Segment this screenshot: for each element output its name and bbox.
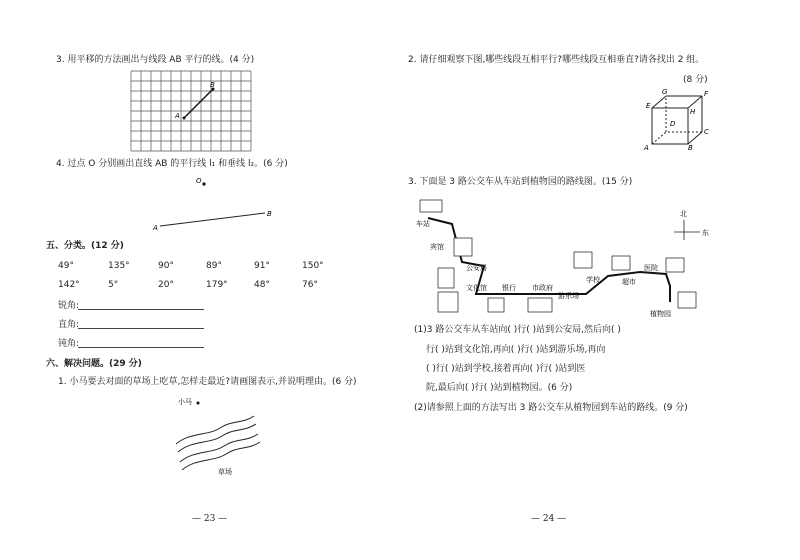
line-point-a-label: A (153, 224, 158, 232)
line-point-b-label: B (267, 210, 272, 218)
bank-building-icon (488, 298, 504, 312)
right-label: 直角: (58, 320, 80, 330)
school-building-icon (574, 252, 592, 268)
acute-answer-line[interactable] (78, 309, 204, 310)
acute-label: 锐角: (58, 301, 80, 311)
river-bank-4 (182, 442, 260, 470)
park-label: 游乐场 (558, 292, 579, 300)
horse-label: 小马 (178, 398, 192, 406)
row1-angle-1: 49° (58, 261, 74, 271)
page-number-23: — 23 — (192, 514, 228, 524)
hotel-label: 宾馆 (430, 243, 444, 251)
school-label: 学校 (586, 276, 600, 284)
compass-icon (674, 220, 700, 240)
point-a-label: A (175, 112, 180, 120)
bus-route-map (408, 192, 730, 318)
police-label: 公安局 (466, 264, 487, 272)
grass-label: 草场 (218, 468, 232, 476)
line-ab-figure (150, 174, 280, 234)
segment-ab (184, 89, 213, 118)
cube-vertex-e: E (646, 102, 651, 110)
cube-vertex-d: D (670, 120, 676, 128)
station-building-icon (420, 200, 442, 212)
market-label: 超市 (622, 278, 636, 286)
sub-question-2-text: (2)请参照上面的方法写出 3 路公交车从植物园到车站的路线。(9 分) (414, 403, 688, 413)
cube-vertex-b: B (688, 144, 693, 150)
bank-label: 银行 (502, 284, 516, 292)
police-building-icon (438, 268, 454, 288)
sub-question-1-line-4: 院,最后向( )行( )站到植物园。(6 分) (426, 383, 573, 393)
gov-label: 市政府 (532, 284, 553, 292)
row1-angle-5: 91° (254, 261, 270, 271)
question-3-text: 3. 用平移的方法画出与线段 AB 平行的线。(4 分) (56, 55, 255, 65)
cube-vertex-a: A (644, 144, 649, 150)
section-5-heading: 五、分类。(12 分) (46, 241, 124, 251)
question-3-text-right: 3. 下面是 3 路公交车从车站到植物园的路线图。(15 分) (408, 177, 633, 187)
hospital-label: 医院 (644, 264, 658, 272)
botanical-label: 植物园 (650, 310, 671, 318)
hospital-building-icon (666, 258, 684, 272)
cube-figure (640, 88, 714, 150)
row1-angle-4: 89° (206, 261, 222, 271)
question-2-text: 2. 请仔细观察下图,哪些线段互相平行?哪些线段互相垂直?请各找出 2 组。 (408, 55, 705, 65)
gov-building-icon (528, 298, 552, 312)
market-building-icon (612, 256, 630, 270)
question-6-1-text: 1. 小马要去对面的草场上吃草,怎样走最近?请画图表示,并说明理由。(6 分) (58, 377, 357, 387)
culture-label: 文化馆 (466, 284, 487, 292)
point-o-label: O (196, 177, 202, 185)
point-b-label: B (210, 81, 215, 89)
row2-angle-2: 5° (108, 280, 119, 290)
cube-vertex-g: G (662, 88, 668, 96)
row2-angle-4: 179° (206, 280, 228, 290)
row2-angle-3: 20° (158, 280, 174, 290)
hotel-building-icon (454, 238, 472, 256)
page-number-24: — 24 — (531, 514, 567, 524)
cube-vertex-h: H (690, 108, 696, 116)
station-label: 车站 (416, 220, 430, 228)
point-a-dot (183, 117, 186, 120)
point-o-dot (202, 182, 205, 185)
cube-vertex-c: C (704, 128, 709, 136)
river-bank-3 (180, 434, 258, 462)
row2-angle-5: 48° (254, 280, 270, 290)
parallel-grid (130, 70, 252, 152)
section-6-heading: 六、解决问题。(29 分) (46, 359, 142, 369)
sub-question-1-line-2: 行( )站到文化馆,再向( )行( )站到游乐场,再向 (426, 345, 606, 355)
row2-angle-1: 142° (58, 280, 80, 290)
obtuse-label: 钝角: (58, 339, 80, 349)
obtuse-answer-line[interactable] (78, 347, 204, 348)
sub-question-1-line-1: (1)3 路公交车从车站向( )行( )站到公安局,然后向( ) (414, 325, 621, 335)
horse-dot (197, 402, 200, 405)
row1-angle-2: 135° (108, 261, 130, 271)
question-4-text: 4. 过点 O 分别画出直线 AB 的平行线 l₁ 和垂线 l₂。(6 分) (56, 159, 288, 169)
row2-angle-6: 76° (302, 280, 318, 290)
horse-grass-figure (160, 390, 270, 480)
row1-angle-6: 150° (302, 261, 324, 271)
sub-question-1-line-3: ( )行( )站到学校,接着再向( )行( )站到医 (426, 364, 586, 374)
right-answer-line[interactable] (78, 328, 204, 329)
row1-angle-3: 90° (158, 261, 174, 271)
cube-vertex-f: F (704, 90, 709, 98)
culture-building-icon (438, 292, 458, 312)
line-ab (160, 213, 265, 226)
compass-north-label: 北 (680, 210, 687, 218)
botanical-icon (678, 292, 696, 308)
compass-east-label: 东 (702, 229, 709, 237)
question-2-score: (8 分) (683, 75, 708, 85)
